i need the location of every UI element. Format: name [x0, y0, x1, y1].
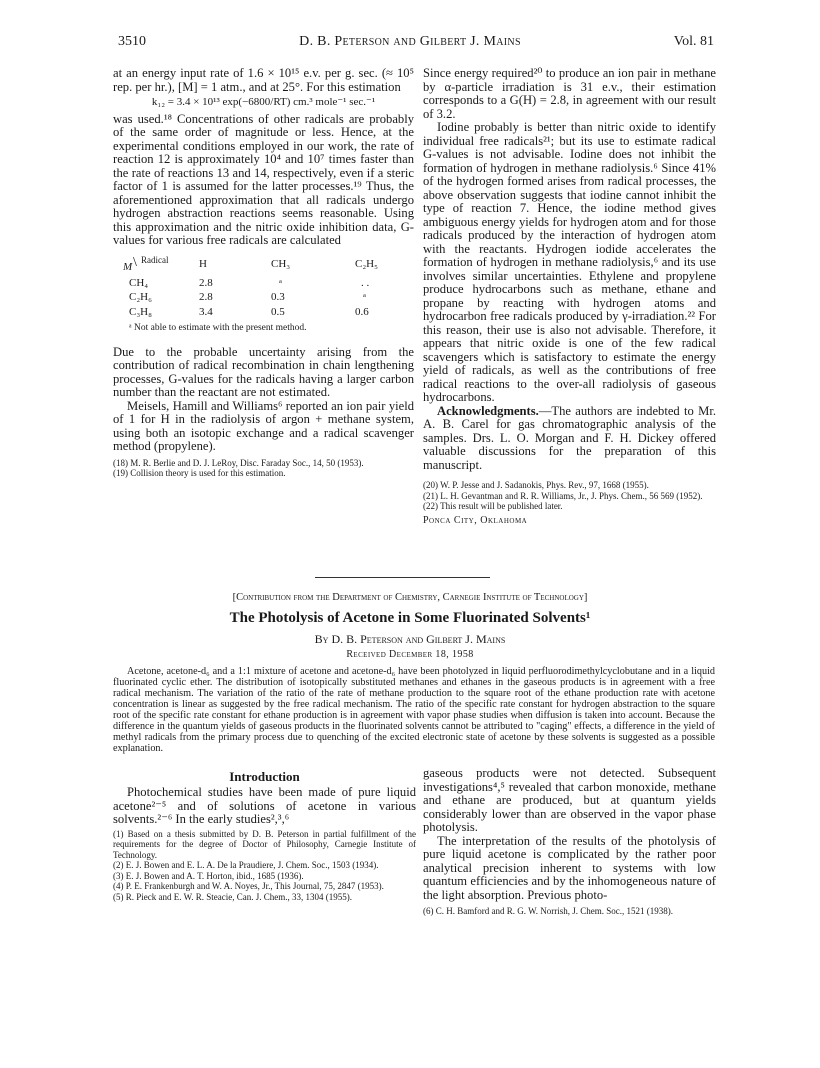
- section-heading-introduction: Introduction: [229, 769, 300, 784]
- paragraph: gaseous products were not detected. Subsequent investigations⁴,⁵ revealed that carbon monoxide, methane and ethane are produced, but at quantum yields considerably lower than are observed in the vapor phase photolysis.: [423, 766, 716, 834]
- table-cell: CH₄: [129, 276, 149, 289]
- corner-label-radical: Radical: [141, 254, 169, 265]
- table-cell: 0.6: [355, 305, 369, 318]
- table-cell: ᵃ: [279, 276, 283, 289]
- footnote: (6) C. H. Bamford and R. G. W. Norrish, J. Chem. Soc., 1521 (1938).: [423, 906, 673, 916]
- table-cell: 2.8: [199, 291, 213, 303]
- corner-slash: \: [133, 254, 137, 270]
- paragraph: Photochemical studies have been made of pure liquid acetone²⁻⁵ and of solutions of acetone in various solvents.²⁻⁶ In the early studies²,³,⁶: [113, 785, 416, 826]
- footnote: (21) L. H. Gevantman and R. R. Williams, Jr., J. Phys. Chem., 56 569 (1952).: [423, 490, 703, 501]
- footnote: (20) W. P. Jesse and J. Sadanokis, Phys. Rev., 97, 1668 (1955).: [423, 480, 649, 490]
- page-number: 3510: [118, 34, 146, 49]
- table-cell: C₃H₈: [129, 305, 152, 318]
- paragraph: The interpretation of the results of the photolysis of pure liquid acetone is complicated by the rather poor analytical precision inherent to systems with low quantum efficiencies and by the inhomogeneous nature of the light absorption. Previous photo-: [423, 833, 716, 902]
- table-cell: 0.3: [271, 291, 285, 303]
- contribution-line: [Contribution from the Department of Chemistry, Carnegie Institute of Technology]: [232, 592, 588, 603]
- table-cell: . .: [361, 276, 370, 289]
- table-cell: 2.8: [199, 276, 213, 289]
- abstract: Acetone, acetone-d₆ and a 1:1 mixture of acetone and acetone-d₆ have been photolyzed in liquid perfluorodimethylcyclobutane and in a liquid fluorinated cyclic ether. The distribution of isotopically substituted methanes and ethanes in the gaseous products is in agreement with a free radical mechanism. The variation of the ratio of the rate of methane production to the square root of the ethane production rate with acetone concentration is linear as suggested by the free radical mechanism. The ratio of the specific rate constant for hydrogen abstraction to the square root of the specific rate constant for ethane production is in agreement with vapor phase studies when diffusion is taken into account. Because the difference in the quantum yields of gaseous products in the fluorinated solvents cannot be attributed to "caging" effects, a difference in the yield of methyl radicals from the primary process due to quenching of the excited electronic state of acetone by these solvents is suggested as a possible explanation.: [113, 666, 715, 754]
- table-row: [119, 291, 395, 306]
- paragraph: Due to the probable uncertainty arising from the contribution of radical recombination in chain lengthening processes, G-values for the radicals having a larger carbon number than the reactant are not estimated.: [113, 344, 414, 399]
- footnote: (22) This result will be published later.: [423, 501, 563, 511]
- paragraph: Meisels, Hamill and Williams⁶ reported an ion pair yield of 1 for H in the radiolysis of argon + methane system, using both an isotopic exchange and a radical scavenger method (propylene).: [113, 398, 414, 453]
- table-cell: 0.5: [271, 305, 285, 318]
- table-header-cell: CH₃: [271, 257, 291, 270]
- footnote: (4) P. E. Frankenburgh and W. A. Noyes, Jr., This Journal, 75, 2847 (1953).: [113, 881, 384, 891]
- footnote: (19) Collision theory is used for this estimation.: [113, 468, 286, 478]
- table-footnote: ᵃ Not able to estimate with the present method.: [129, 323, 307, 333]
- footnote: (1) Based on a thesis submitted by D. B. Peterson in partial fulfillment of the requirements for the degree of Doctor of Philosophy, Carnegie Institute of Technology.: [113, 828, 416, 860]
- place-line: Ponca City, Oklahoma: [423, 514, 528, 526]
- table-row: [119, 306, 395, 321]
- received-date: Received December 18, 1958: [346, 649, 474, 660]
- table-row: [119, 277, 395, 292]
- intro-left-column: [113, 786, 416, 902]
- intro-right-column: [423, 767, 716, 917]
- footnote: (5) R. Pieck and E. W. R. Steacie, Can. J. Chem., 33, 1304 (1955).: [113, 891, 352, 902]
- journal-volume: Vol. 81: [673, 34, 714, 49]
- left-column-top: [113, 67, 414, 479]
- rate-equation: k₁₂ = 3.4 × 10¹³ exp(−6800/RT) cm.³ mole⁻¹ sec.⁻¹: [151, 96, 376, 108]
- byline: By D. B. Peterson and Gilbert J. Mains: [314, 632, 506, 646]
- table-cell: C₂H₆: [129, 291, 152, 303]
- table-header-cell: H: [199, 257, 207, 270]
- running-head-authors: D. B. Peterson and Gilbert J. Mains: [299, 34, 521, 49]
- footnote: (3) E. J. Bowen and A. T. Horton, ibid., 1685 (1936).: [113, 870, 304, 881]
- table-header-cell: C₂H₅: [355, 257, 378, 270]
- acknowledgments-text: —The authors are indebted to Mr. A. B. Carel for gas chromatographic analysis of the samples. Drs. L. O. Morgan and F. H. Dickey offered valuable discussions for the preparation of this manuscript.: [423, 403, 716, 472]
- table-cell: ᵃ: [363, 291, 367, 303]
- paragraph: Since energy required²⁰ to produce an ion pair in methane by α-particle irradiation is 31 e.v., their estimation corresponds to a G(H) = 2.8, in agreement with our result of 3.2.: [423, 66, 716, 121]
- footnote: (18) M. R. Berlie and D. J. LeRoy, Disc. Faraday Soc., 14, 50 (1953).: [113, 457, 364, 468]
- corner-label-m: M: [123, 261, 133, 273]
- table-cell: 3.4: [199, 305, 213, 318]
- footnote: (2) E. J. Bowen and E. L. A. De la Praudiere, J. Chem. Soc., 1503 (1934).: [113, 860, 379, 870]
- table-corner-cell: [119, 254, 199, 277]
- g-value-table: [119, 254, 395, 321]
- table-header-row: [119, 254, 395, 277]
- acknowledgments: [423, 405, 716, 473]
- right-column-top: [423, 67, 716, 527]
- paragraph: was used.¹⁸ Concentrations of other radicals are probably of the same order of magnitude or less. Hence, at the experimental conditions employed in our work, the rate of reaction 12 is approximately 10⁴ and 10⁷ times faster than the rate of reactions 13 and 14, respectively, even if a steric factor of 1 is assumed for the latter processes.¹⁹ Thus, the aforementioned approximation that all radicals undergo hydrogen abstraction reactions seems reasonable. Using this approximation and the nitric oxide inhibition data, G-values for various free radicals are calculated: [113, 111, 414, 247]
- article-title: The Photolysis of Acetone in Some Fluorinated Solvents¹: [229, 610, 591, 626]
- article-divider: [315, 577, 490, 578]
- acknowledgments-label: Acknowledgments.: [437, 403, 539, 418]
- paragraph: Iodine probably is better than nitric oxide to identify individual free radicals²¹; but its use to estimate radical G-values is not advisable. Iodine does not inhibit the formation of hydrogen in methane radiolysis.⁶ Since 41% of the hydrogen formed arises from radical processes, the above observation suggests that iodine cannot inhibit the type of reaction 7. Hence, the iodine method gives ambiguous energy yields for hydrogen atom and for those radicals produced by the interaction of hydrogen atom with the reactants. Hydrogen iodide accelerates the formation of hydrogen in methane radiolysis,⁶ and its use involves similar uncertainties. Ethylene and propylene produce hydrocarbons such as methane, ethane and propane by reacting with hydrogen atoms and hydrocarbon free radicals produced by γ-irradiation.²² For this reason, their use is also not advisable. Therefore, it appears that nitric oxide is one of the few radical scavengers which is satisfactory to estimate the energy yield of radicals, as well as the contributions of free radical reactions to the over-all radiolysis of gaseous hydrocarbons.: [423, 120, 716, 404]
- paragraph: at an energy input rate of 1.6 × 10¹⁵ e.v. per g. sec. (≈ 10⁵ rep. per hr.), [M] = 1 atm., and at 25°. For this estimation: [113, 66, 414, 94]
